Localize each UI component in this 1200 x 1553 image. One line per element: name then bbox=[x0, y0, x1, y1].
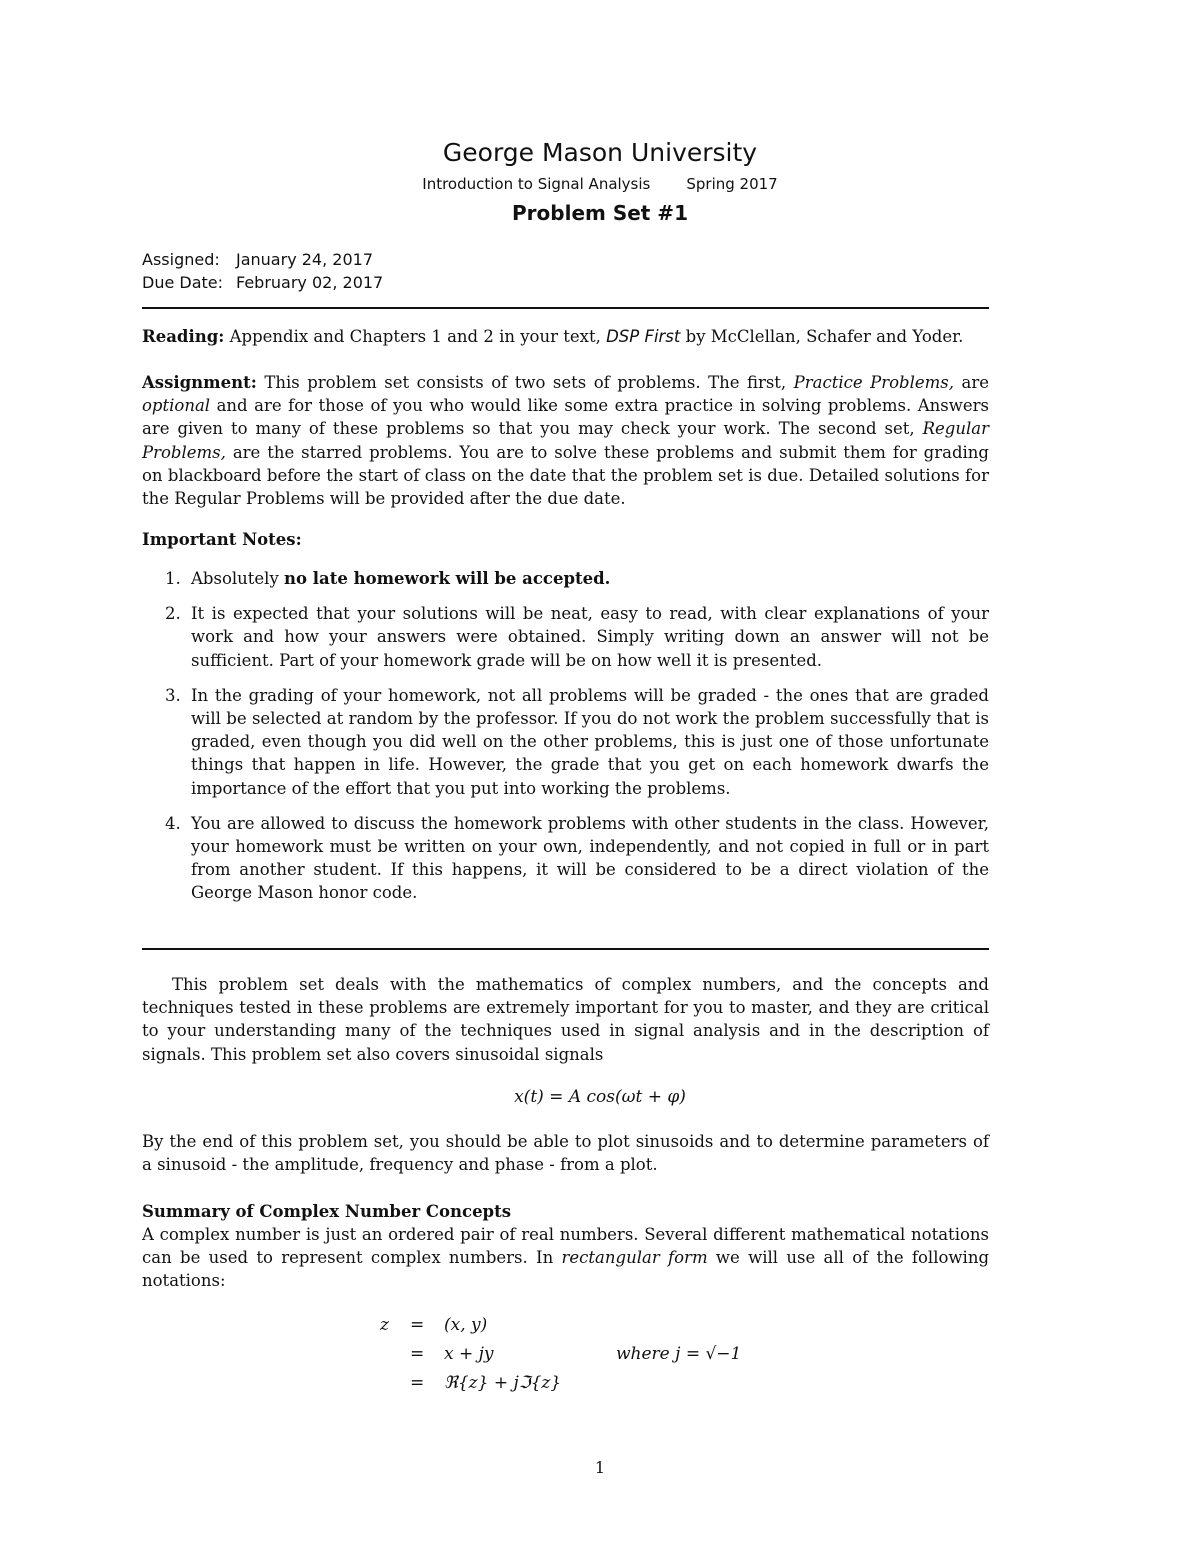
problem-set-title: Problem Set #1 bbox=[512, 201, 688, 225]
assigned-date: January 24, 2017 bbox=[236, 250, 373, 269]
intro-paragraph: This problem set deals with the mathematics of complex numbers, and the concepts and techniques tested in these problems are extremely important for you to master, and they are critical to your understanding many of the techniques used in signal analysis and in the description of signals. This problem set also covers sinusoidal signals bbox=[142, 975, 989, 1064]
sinusoid-equation: x(t) = A cos(ωt + φ) bbox=[514, 1087, 686, 1107]
term: Spring 2017 bbox=[686, 175, 778, 193]
note-item: 1. Absolutely no late homework will be accepted. bbox=[165, 569, 611, 588]
due-label: Due Date: bbox=[142, 273, 224, 292]
reading-label: Reading: bbox=[142, 327, 225, 346]
eq-rect-form: x + jy bbox=[444, 1344, 494, 1364]
university-title: George Mason University bbox=[442, 138, 758, 167]
book-title: DSP First bbox=[606, 327, 681, 346]
notes-list bbox=[142, 567, 989, 917]
bottom-divider bbox=[142, 948, 989, 950]
eq-j-definition: where j = √−1 bbox=[616, 1344, 742, 1364]
eq-sign-2: = bbox=[410, 1344, 425, 1364]
assigned-label: Assigned: bbox=[142, 250, 220, 269]
outcome-paragraph: By the end of this problem set, you should be able to plot sinusoids and to determine parameters of a sinusoid - the amplitude, frequency and phase - from a plot. bbox=[142, 1132, 989, 1175]
course-line bbox=[0, 175, 1200, 193]
eq-lhs: z bbox=[380, 1315, 389, 1335]
course-name: Introduction to Signal Analysis bbox=[422, 175, 651, 193]
top-divider bbox=[142, 307, 989, 309]
assignment-paragraph: Assignment: This problem set consists of two sets of problems. The first, Practice Problems, are optional and are for those of you who would like some extra practice in solving problems. Answers are given to many of these problems so that you may check your work. The second set, Regular Problems, are the starred problems. You are to solve these problems and submit them for grading on blackboard before the start of class on the date that the problem set is due. Detailed solutions for the Regular Problems will be provided after the due date. bbox=[142, 373, 989, 509]
dates-block bbox=[142, 248, 383, 294]
summary-heading: Summary of Complex Number Concepts bbox=[142, 1202, 512, 1221]
note-item: 4. You are allowed to discuss the homework problems with other students in the class. However, your homework must be written on your own, independently, and not copied in full or in part from another student. If this happens, it will be considered to be a direct violation of the George Mason honor code. bbox=[165, 813, 989, 903]
eq-sign-3: = bbox=[410, 1373, 425, 1393]
reading-paragraph: Reading: Appendix and Chapters 1 and 2 in your text, DSP First by McClellan, Schafer and Yoder. bbox=[142, 327, 964, 346]
due-date: February 02, 2017 bbox=[236, 273, 384, 292]
page-number: 1 bbox=[594, 1458, 606, 1477]
eq-sign-1: = bbox=[410, 1315, 425, 1335]
assignment-label: Assignment: bbox=[142, 373, 257, 392]
eq-rect-pair: (x, y) bbox=[444, 1315, 488, 1335]
summary-paragraph: A complex number is just an ordered pair of real numbers. Several different mathematical notations can be used to represent complex numbers. In rectangular form we will use all of the following notations: bbox=[142, 1225, 990, 1291]
note-item: 2. It is expected that your solutions will be neat, easy to read, with clear explanations of your work and how your answers were obtained. Simply writing down an answer will not be sufficient. Part of your homework grade will be on how well it is presented. bbox=[165, 604, 989, 670]
eq-re-im-form: ℜ{z} + jℑ{z} bbox=[444, 1373, 562, 1393]
notes-heading: Important Notes: bbox=[142, 530, 302, 549]
note-item: 3. In the grading of your homework, not all problems will be graded - the ones that are graded will be selected at random by the professor. If you do not work the problem successfully that is graded, even though you did well on the other problems, this is just one of those unfortunate things that happen in life. However, the grade that you get on each homework dwarfs the importance of the effort that you put into working the problems. bbox=[165, 685, 989, 798]
